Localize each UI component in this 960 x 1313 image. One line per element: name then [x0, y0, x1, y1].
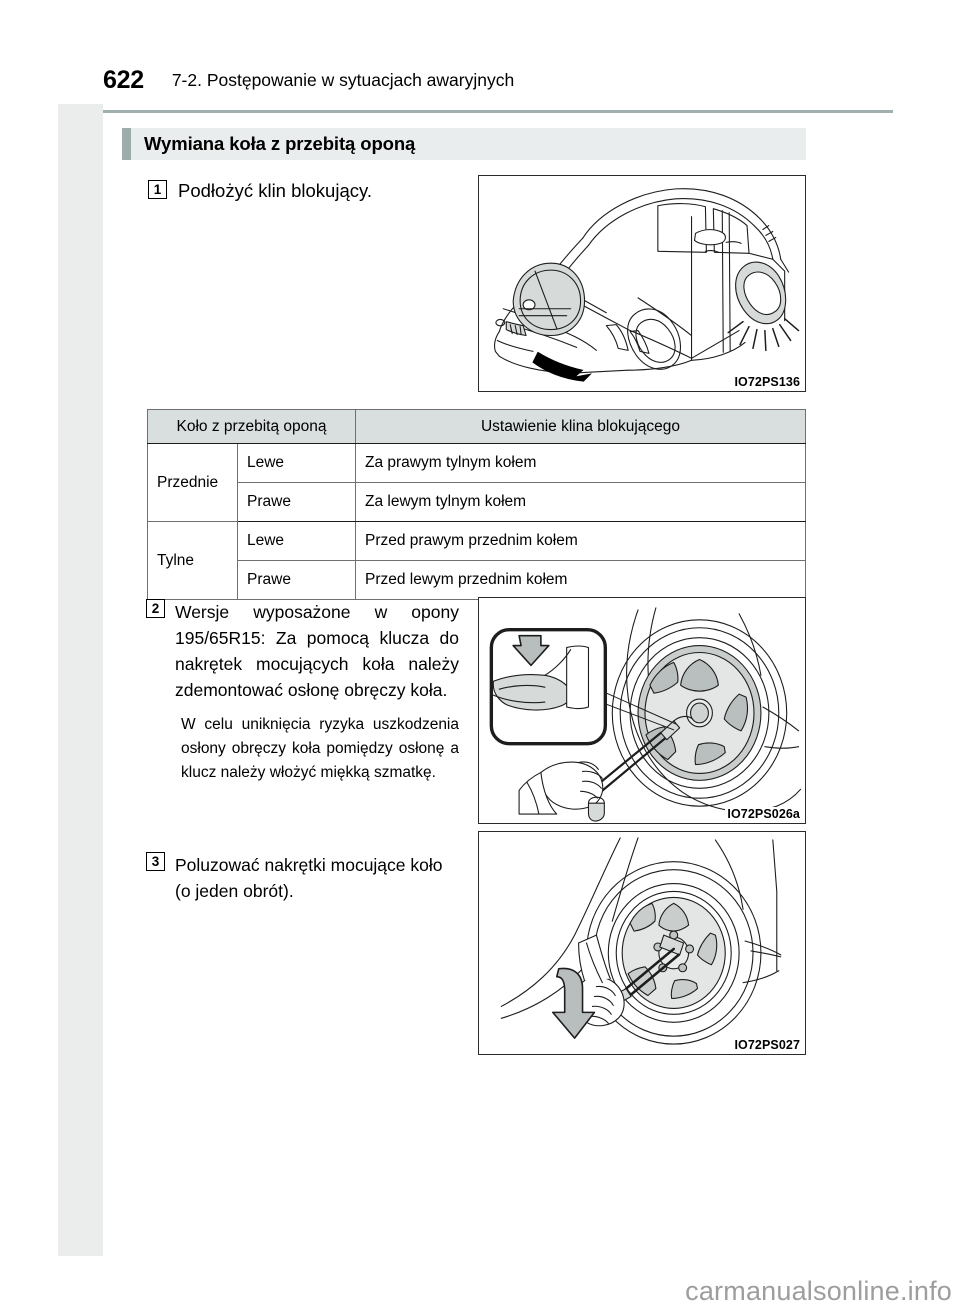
- table-row: [148, 444, 806, 483]
- cell-placement: Za prawym tylnym kołem: [356, 444, 806, 483]
- cell-placement: Przed lewym przednim kołem: [356, 561, 806, 600]
- page-number: 622: [103, 66, 144, 94]
- heading-accent-bar: [122, 128, 131, 160]
- step-3: [146, 852, 466, 904]
- table-row: [148, 483, 806, 522]
- step-2-text: Wersje wyposażone w opony 195/65R15: Za pomocą klucza do nakrętek mocujących koła należy zdemontować osłonę obręczy koła.: [175, 602, 459, 700]
- table-header-placement: Ustawienie klina blokującego: [356, 410, 806, 444]
- step-3-text: Poluzować nakrętki mocujące koło (o jeden obrót).: [175, 855, 443, 901]
- cell-side: Prawe: [238, 561, 356, 600]
- figure-chock-placement: [478, 175, 806, 392]
- step-1-text: Podłożyć klin blokujący.: [178, 180, 372, 201]
- car-illustration: [479, 176, 805, 391]
- header-divider: [103, 110, 893, 113]
- section-heading-text: Wymiana koła z przebitą oponą: [144, 133, 416, 154]
- cell-side: Prawe: [238, 483, 356, 522]
- chock-arrow: [533, 352, 590, 381]
- cell-axle-front: Przednie: [148, 444, 238, 522]
- cell-placement: Za lewym tylnym kołem: [356, 483, 806, 522]
- figure-wheel-cover-removal: [478, 597, 806, 824]
- chapter-title: 7-2. Postępowanie w sytuacjach awaryjnych: [171, 70, 515, 90]
- step-number-badge: 3: [146, 852, 165, 871]
- loosen-nuts-illustration: [479, 832, 805, 1054]
- wheel-cover-illustration: [479, 598, 805, 823]
- figure-caption: IO72PS027: [734, 1038, 800, 1052]
- step-2-note: W celu uniknięcia ryzyka uszkodzenia osłony obręczy koła pomiędzy osłonę a klucz należy włożyć miękką szmatkę.: [181, 716, 459, 781]
- table-header-wheel: Koło z przebitą oponą: [148, 410, 356, 444]
- section-heading: [122, 128, 806, 160]
- cell-side: Lewe: [238, 522, 356, 561]
- chock-placement-table: [147, 409, 806, 600]
- step-number-badge: 2: [146, 599, 165, 618]
- cell-placement: Przed prawym przednim kołem: [356, 522, 806, 561]
- cell-axle-rear: Tylne: [148, 522, 238, 600]
- site-watermark: carmanualsonline.info: [685, 1276, 952, 1306]
- step-2: [146, 599, 466, 785]
- figure-caption: IO72PS136: [734, 375, 800, 389]
- step-1: [148, 180, 458, 202]
- cell-side: Lewe: [238, 444, 356, 483]
- table-row: [148, 522, 806, 561]
- figure-caption: IO72PS026a: [727, 807, 800, 821]
- left-margin-strip: [58, 104, 103, 1256]
- step-number-badge: 1: [148, 180, 167, 199]
- page-header: [103, 66, 893, 104]
- table-header-row: [148, 410, 806, 444]
- table-row: [148, 561, 806, 600]
- figure-loosen-nuts: [478, 831, 806, 1055]
